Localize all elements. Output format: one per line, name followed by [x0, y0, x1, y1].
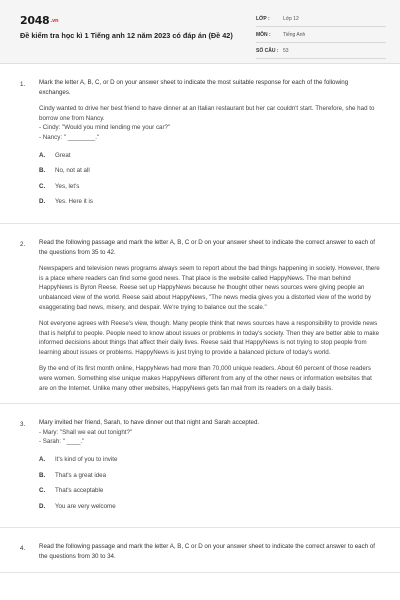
dialogue-line: - Cindy: "Would you mind lending me your car?" — [39, 124, 171, 132]
passage-paragraph: Newspapers and television news programs always seem to report about the bad things happening in society. However, there is a place where readers can find some good news. That place is the website called HappyNews. The man behind HappyNews is Byron Reese. Reese set up HappyNews because he thought other news sources were giving people an unbalanced view of the world. Reese said about HappyNews, "The news media gives you a distorted view of the world by exaggerating bad news, misery, and despair. We're trying to balance out the scale." — [39, 265, 380, 311]
answer-option-c[interactable]: C. Yes, let's — [39, 182, 80, 190]
answer-option-c[interactable]: C. That's acceptable — [39, 487, 104, 495]
page-title: Đề kiểm tra học kì 1 Tiếng anh 12 năm 2023 có đáp án (Đề 42) — [20, 31, 233, 40]
answer-option-d[interactable]: D. Yes. Here it is — [39, 198, 93, 206]
passage-paragraph: Not everyone agrees with Reese's view, though. Many people think that news sources have a responsibility to provide news that is helpful to people. People need to know about issues or problems in today's society. Then they are better able to make informed decisions about things that affect their daily lives. Reese said that HappyNews is not trying to stop people from learning about issues or problems. HappyNews is just trying to provide a balanced picture of today's world. — [39, 320, 380, 356]
meta-label: SỐ CÂU : — [256, 48, 279, 54]
logo-text: 2048 — [20, 14, 50, 27]
meta-value: Lớp 12 — [283, 16, 299, 22]
header — [0, 0, 400, 64]
meta-row-subject — [256, 29, 386, 43]
passage-paragraph: By the end of its first month online, HappyNews had more than 70,000 unique readers. About 60 percent of those readers were women. Something else unique makes HappyNews different from any of the other news or information websites that are on the Internet. Unlike many other websites, HappyNews gets fan mail from its readers on a daily basis. — [39, 365, 372, 392]
question-prompt: Mary invited her friend, Sarah, to have dinner out that night and Sarah accepted. — [39, 419, 260, 427]
question-number: 1. — [20, 81, 26, 88]
answer-option-b[interactable]: B. No, not at all — [39, 167, 90, 175]
question-number: 2. — [20, 240, 26, 248]
dialogue-line: - Nancy: " ________." — [39, 133, 100, 141]
meta-value: Tiếng Anh — [283, 32, 306, 38]
answer-option-a[interactable]: A. Great — [39, 151, 71, 159]
question-item — [0, 224, 400, 404]
dialogue-line: - Sarah: " ____." — [39, 438, 85, 446]
meta-label: LỚP : — [256, 16, 270, 22]
question-item — [0, 404, 400, 528]
answer-option-a[interactable]: A. It's kind of you to invite — [39, 456, 118, 464]
question-prompt: Read the following passage and mark the letter A, B, C or D on your answer sheet to indicate the correct answer to each of the questions from 35 to 42. — [39, 238, 376, 256]
question-number: 4. — [20, 545, 26, 553]
question-prompt: Mark the letter A, B, C, or D on your answer sheet to indicate the most suitable response for each of the following exchanges. — [39, 79, 349, 96]
logo-tld: .vn — [50, 18, 59, 24]
meta-label: MÔN : — [256, 32, 271, 38]
question-item — [0, 528, 400, 572]
question-context: Cindy wanted to drive her best friend to have dinner at an Italian restaurant but her car couldn't start. Therefore, she had to borrow one from Nancy. — [39, 105, 375, 122]
dialogue-line: - Mary: "Shall we eat out tonight?" — [39, 428, 133, 436]
meta-panel — [256, 13, 386, 61]
meta-row-class — [256, 13, 386, 27]
answer-option-b[interactable]: B. That's a great idea — [39, 471, 107, 479]
answer-options — [39, 151, 380, 213]
meta-value: 53 — [283, 48, 289, 54]
site-logo[interactable] — [20, 14, 58, 27]
meta-row-count — [256, 45, 386, 59]
question-number: 3. — [20, 421, 26, 429]
question-prompt: Read the following passage and mark the letter A, B, C or D on your answer sheet to indicate the correct answer to each of the questions from 30 to 34. — [39, 543, 376, 560]
question-item — [0, 64, 400, 224]
answer-options — [39, 455, 380, 517]
question-list — [0, 64, 400, 600]
answer-option-d[interactable]: D. You are very welcome — [39, 502, 116, 510]
